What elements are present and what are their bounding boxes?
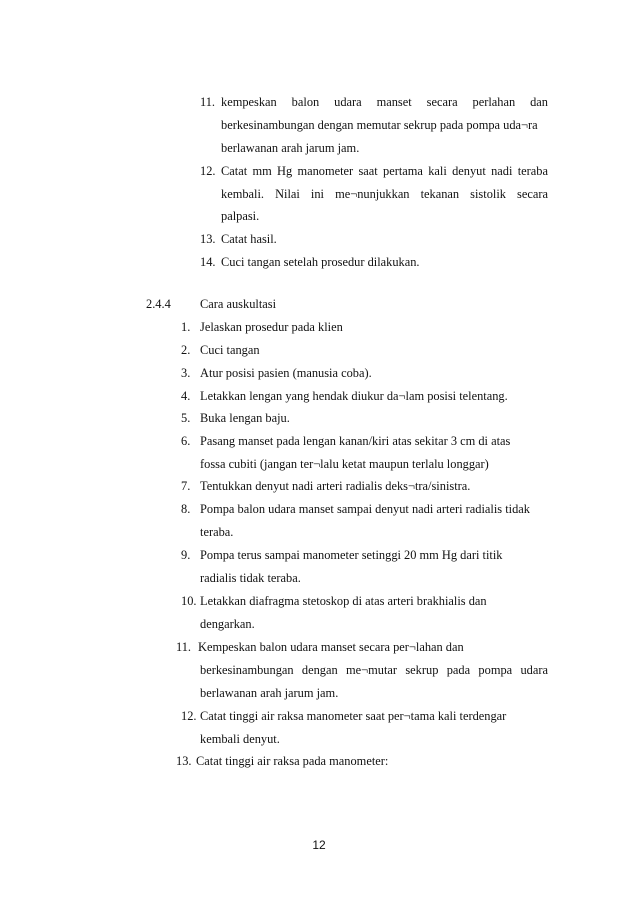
item-number: 13. (200, 232, 216, 246)
item-text: berkesinambungan dengan memutar sekrup pada pompa uda¬ra (221, 118, 538, 132)
item-text: Atur posisi pasien (manusia coba). (200, 366, 372, 380)
item-number: 10. (181, 594, 197, 608)
item-text: Pompa balon udara manset sampai denyut nadi arteri radialis tidak (200, 502, 530, 516)
item-text: Pasang manset pada lengan kanan/kiri atas sekitar 3 cm di atas (200, 434, 511, 448)
item-text: radialis tidak teraba. (200, 571, 301, 585)
item-text: berkesinambungan dengan me¬mutar sekrup pada pompa udara (200, 663, 548, 677)
item-text: Jelaskan prosedur pada klien (200, 320, 343, 334)
item-text: teraba. (200, 525, 234, 539)
item-text: dengarkan. (200, 617, 255, 631)
item-text: berlawanan arah jarum jam. (221, 141, 360, 155)
item-number: 3. (181, 366, 191, 380)
item-text: Kempeskan balon udara manset secara per¬lahan dan (198, 640, 464, 654)
item-number: 7. (181, 479, 191, 493)
item-text: Catat tinggi air raksa manometer saat per¬tama kali terdengar (200, 709, 507, 723)
item-text: Catat tinggi air raksa pada manometer: (196, 754, 389, 768)
item-number: 12. (200, 164, 216, 178)
item-number: 4. (181, 389, 191, 403)
section-title: Cara auskultasi (200, 297, 277, 311)
item-number: 14. (200, 255, 216, 269)
item-text: Catat mm Hg manometer saat pertama kali denyut nadi teraba (221, 164, 548, 178)
item-number: 11. (176, 640, 192, 654)
item-number: 8. (181, 502, 191, 516)
item-text: Letakkan lengan yang hendak diukur da¬lam posisi telentang. (200, 389, 508, 403)
item-text: Cuci tangan setelah prosedur dilakukan. (221, 255, 420, 269)
item-text: Letakkan diafragma stetoskop di atas arteri brakhialis dan (200, 594, 487, 608)
item-text: kembali. Nilai ini me¬nunjukkan tekanan sistolik secara (221, 187, 548, 201)
item-number: 11. (200, 95, 216, 109)
item-number: 5. (181, 411, 191, 425)
item-text: fossa cubiti (jangan ter¬lalu ketat maupun terlalu longgar) (200, 457, 489, 471)
item-number: 6. (181, 434, 191, 448)
item-text: Pompa terus sampai manometer setinggi 20 mm Hg dari titik (200, 548, 503, 562)
item-text: kempeskan balon udara manset secara perlahan dan (221, 95, 548, 109)
item-text: Tentukkan denyut nadi arteri radialis deks¬tra/sinistra. (200, 479, 471, 493)
item-text: Cuci tangan (200, 343, 260, 357)
page-number: 12 (312, 838, 326, 852)
item-number: 2. (181, 343, 191, 357)
item-number: 1. (181, 320, 191, 334)
item-text: Catat hasil. (221, 232, 277, 246)
item-text: kembali denyut. (200, 732, 280, 746)
item-text: palpasi. (221, 209, 260, 223)
item-number: 13. (176, 754, 192, 768)
item-text: berlawanan arah jarum jam. (200, 686, 339, 700)
item-number: 9. (181, 548, 191, 562)
item-number: 12. (181, 709, 197, 723)
section-number: 2.4.4 (146, 297, 171, 311)
item-text: Buka lengan baju. (200, 411, 290, 425)
